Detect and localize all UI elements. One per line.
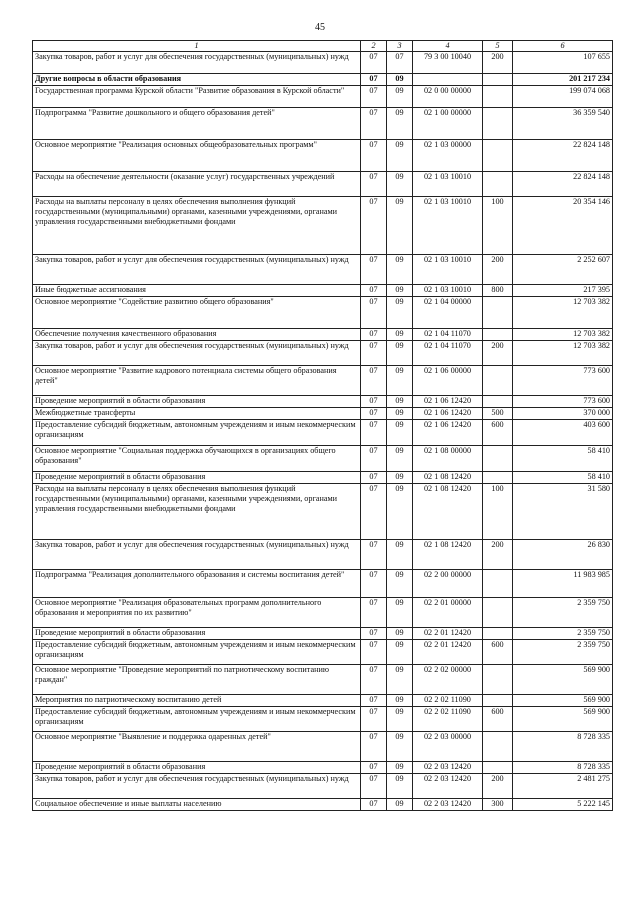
column-header: 6: [513, 41, 613, 52]
amount-cell: 20 354 146: [513, 197, 613, 255]
amount-cell: 22 824 148: [513, 140, 613, 172]
table-row: [33, 640, 613, 665]
table-header-row: [33, 41, 613, 52]
subsection-code-cell: 09: [387, 774, 413, 799]
amount-cell: 773 600: [513, 396, 613, 408]
table-row: [33, 420, 613, 446]
subsection-code-cell: 09: [387, 762, 413, 774]
section-code-cell: 07: [361, 366, 387, 396]
expense-type-cell: [483, 396, 513, 408]
target-article-cell: 02 1 03 10010: [413, 255, 483, 285]
amount-cell: 2 359 750: [513, 598, 613, 628]
section-code-cell: 07: [361, 540, 387, 570]
amount-cell: 11 983 985: [513, 570, 613, 598]
row-name-cell: Предоставление субсидий бюджетным, автономным учреждениям и иным некоммерческим организациям: [33, 707, 361, 732]
target-article-cell: 02 1 00 00000: [413, 108, 483, 140]
row-name-cell: Основное мероприятие "Реализация образовательных программ дополнительного образования и мероприятия по их развитию": [33, 598, 361, 628]
section-code-cell: 07: [361, 108, 387, 140]
expense-type-cell: 100: [483, 484, 513, 540]
expense-type-cell: [483, 598, 513, 628]
table-row: [33, 285, 613, 297]
section-code-cell: 07: [361, 86, 387, 108]
table-row: [33, 628, 613, 640]
section-code-cell: 07: [361, 396, 387, 408]
target-article-cell: 02 2 02 11090: [413, 707, 483, 732]
subsection-code-cell: 09: [387, 86, 413, 108]
section-code-cell: 07: [361, 695, 387, 707]
expense-type-cell: [483, 329, 513, 341]
section-code-cell: 07: [361, 420, 387, 446]
row-name-cell: Расходы на выплаты персоналу в целях обеспечения выполнения функций государственными (муниципальными) органами, казенными учреждениями, органами управления государственными внебюджетными фондами: [33, 197, 361, 255]
target-article-cell: 79 3 00 10040: [413, 52, 483, 74]
table-row: [33, 197, 613, 255]
target-article-cell: 02 1 06 12420: [413, 408, 483, 420]
amount-cell: 31 580: [513, 484, 613, 540]
section-code-cell: 07: [361, 570, 387, 598]
target-article-cell: 02 1 06 12420: [413, 396, 483, 408]
table-row: [33, 52, 613, 74]
subsection-code-cell: 09: [387, 172, 413, 197]
amount-cell: 2 359 750: [513, 628, 613, 640]
subsection-code-cell: 09: [387, 341, 413, 366]
table-row: [33, 86, 613, 108]
table-row: [33, 484, 613, 540]
row-name-cell: Иные бюджетные ассигнования: [33, 285, 361, 297]
table-row: [33, 108, 613, 140]
amount-cell: 58 410: [513, 446, 613, 472]
row-name-cell: Проведение мероприятий в области образования: [33, 472, 361, 484]
section-code-cell: 07: [361, 74, 387, 86]
section-code-cell: 07: [361, 799, 387, 811]
row-name-cell: Проведение мероприятий в области образования: [33, 628, 361, 640]
row-name-cell: Мероприятия по патриотическому воспитанию детей: [33, 695, 361, 707]
expense-type-cell: 600: [483, 420, 513, 446]
expense-type-cell: [483, 732, 513, 762]
section-code-cell: 07: [361, 341, 387, 366]
section-code-cell: 07: [361, 52, 387, 74]
amount-cell: 107 655: [513, 52, 613, 74]
amount-cell: 8 728 335: [513, 732, 613, 762]
section-code-cell: 07: [361, 197, 387, 255]
subsection-code-cell: 09: [387, 695, 413, 707]
amount-cell: 58 410: [513, 472, 613, 484]
amount-cell: 12 703 382: [513, 297, 613, 329]
subsection-code-cell: 09: [387, 799, 413, 811]
amount-cell: 8 728 335: [513, 762, 613, 774]
row-name-cell: Закупка товаров, работ и услуг для обеспечения государственных (муниципальных) нужд: [33, 341, 361, 366]
row-name-cell: Государственная программа Курской области "Развитие образования в Курской области": [33, 86, 361, 108]
expense-type-cell: [483, 140, 513, 172]
expense-type-cell: 200: [483, 774, 513, 799]
amount-cell: 569 900: [513, 695, 613, 707]
subsection-code-cell: 09: [387, 329, 413, 341]
amount-cell: 773 600: [513, 366, 613, 396]
subsection-code-cell: 09: [387, 598, 413, 628]
row-name-cell: Основное мероприятие "Развитие кадрового потенциала системы общего образования детей": [33, 366, 361, 396]
table-row: [33, 762, 613, 774]
section-code-cell: 07: [361, 172, 387, 197]
section-code-cell: 07: [361, 665, 387, 695]
expense-type-cell: [483, 172, 513, 197]
target-article-cell: [413, 74, 483, 86]
target-article-cell: 02 1 06 12420: [413, 420, 483, 446]
table-row: [33, 140, 613, 172]
target-article-cell: 02 1 04 11070: [413, 329, 483, 341]
row-name-cell: Проведение мероприятий в области образования: [33, 762, 361, 774]
row-name-cell: Закупка товаров, работ и услуг для обеспечения государственных (муниципальных) нужд: [33, 255, 361, 285]
target-article-cell: 02 2 03 00000: [413, 732, 483, 762]
subsection-code-cell: 09: [387, 396, 413, 408]
target-article-cell: 02 1 03 10010: [413, 197, 483, 255]
target-article-cell: 02 1 04 00000: [413, 297, 483, 329]
target-article-cell: 02 1 03 10010: [413, 285, 483, 297]
amount-cell: 2 359 750: [513, 640, 613, 665]
target-article-cell: 02 2 01 12420: [413, 640, 483, 665]
target-article-cell: 02 1 06 00000: [413, 366, 483, 396]
target-article-cell: 02 1 03 00000: [413, 140, 483, 172]
row-name-cell: Расходы на обеспечение деятельности (оказание услуг) государственных учреждений: [33, 172, 361, 197]
row-name-cell: Проведение мероприятий в области образования: [33, 396, 361, 408]
section-code-cell: 07: [361, 774, 387, 799]
section-code-cell: 07: [361, 329, 387, 341]
subsection-code-cell: 09: [387, 628, 413, 640]
row-name-cell: Закупка товаров, работ и услуг для обеспечения государственных (муниципальных) нужд: [33, 540, 361, 570]
amount-cell: 403 600: [513, 420, 613, 446]
amount-cell: 22 824 148: [513, 172, 613, 197]
section-code-cell: 07: [361, 762, 387, 774]
target-article-cell: 02 2 03 12420: [413, 762, 483, 774]
section-code-cell: 07: [361, 255, 387, 285]
subsection-code-cell: 09: [387, 255, 413, 285]
expense-type-cell: [483, 762, 513, 774]
table-row: [33, 329, 613, 341]
subsection-code-cell: 09: [387, 665, 413, 695]
row-name-cell: Социальное обеспечение и иные выплаты населению: [33, 799, 361, 811]
subsection-code-cell: 09: [387, 484, 413, 540]
amount-cell: 36 359 540: [513, 108, 613, 140]
column-header: 4: [413, 41, 483, 52]
amount-cell: 12 703 382: [513, 341, 613, 366]
row-name-cell: Обеспечение получения качественного образования: [33, 329, 361, 341]
table-row: [33, 255, 613, 285]
subsection-code-cell: 09: [387, 472, 413, 484]
subsection-code-cell: 09: [387, 366, 413, 396]
column-header: 5: [483, 41, 513, 52]
subsection-code-cell: 09: [387, 297, 413, 329]
section-code-cell: 07: [361, 446, 387, 472]
column-header: 2: [361, 41, 387, 52]
section-code-cell: 07: [361, 472, 387, 484]
amount-cell: 2 481 275: [513, 774, 613, 799]
target-article-cell: 02 2 01 00000: [413, 598, 483, 628]
table-row: [33, 665, 613, 695]
expense-type-cell: 200: [483, 52, 513, 74]
expense-type-cell: [483, 297, 513, 329]
target-article-cell: 02 1 08 12420: [413, 472, 483, 484]
table-row: [33, 732, 613, 762]
table-row: [33, 341, 613, 366]
table-row: [33, 297, 613, 329]
expense-type-cell: [483, 86, 513, 108]
section-code-cell: 07: [361, 628, 387, 640]
table-row: [33, 408, 613, 420]
expense-type-cell: 200: [483, 255, 513, 285]
row-name-cell: Подпрограмма "Реализация дополнительного образования и системы воспитания детей": [33, 570, 361, 598]
amount-cell: 2 252 607: [513, 255, 613, 285]
section-code-cell: 07: [361, 640, 387, 665]
budget-table: [32, 40, 613, 811]
expense-type-cell: [483, 472, 513, 484]
section-code-cell: 07: [361, 297, 387, 329]
row-name-cell: Межбюджетные трансферты: [33, 408, 361, 420]
amount-cell: 26 830: [513, 540, 613, 570]
row-name-cell: Предоставление субсидий бюджетным, автономным учреждениям и иным некоммерческим организациям: [33, 420, 361, 446]
row-name-cell: Основное мероприятие "Проведение мероприятий по патриотическому воспитанию граждан": [33, 665, 361, 695]
amount-cell: 5 222 145: [513, 799, 613, 811]
row-name-cell: Закупка товаров, работ и услуг для обеспечения государственных (муниципальных) нужд: [33, 52, 361, 74]
expense-type-cell: [483, 570, 513, 598]
target-article-cell: 02 1 08 12420: [413, 484, 483, 540]
row-name-cell: Закупка товаров, работ и услуг для обеспечения государственных (муниципальных) нужд: [33, 774, 361, 799]
section-code-cell: 07: [361, 285, 387, 297]
amount-cell: 217 395: [513, 285, 613, 297]
amount-cell: 199 074 068: [513, 86, 613, 108]
table-row: [33, 695, 613, 707]
expense-type-cell: [483, 665, 513, 695]
section-code-cell: 07: [361, 707, 387, 732]
section-code-cell: 07: [361, 140, 387, 172]
expense-type-cell: 600: [483, 640, 513, 665]
section-code-cell: 07: [361, 598, 387, 628]
expense-type-cell: [483, 446, 513, 472]
target-article-cell: 02 1 08 12420: [413, 540, 483, 570]
subsection-code-cell: 09: [387, 707, 413, 732]
table-row: [33, 799, 613, 811]
expense-type-cell: 800: [483, 285, 513, 297]
row-name-cell: Предоставление субсидий бюджетным, автономным учреждениям и иным некоммерческим организациям: [33, 640, 361, 665]
amount-cell: 201 217 234: [513, 74, 613, 86]
subsection-code-cell: 09: [387, 570, 413, 598]
expense-type-cell: 600: [483, 707, 513, 732]
table-row: [33, 540, 613, 570]
subsection-code-cell: 09: [387, 640, 413, 665]
subsection-code-cell: 07: [387, 52, 413, 74]
expense-type-cell: [483, 74, 513, 86]
table-row: [33, 74, 613, 86]
table-row: [33, 172, 613, 197]
subsection-code-cell: 09: [387, 108, 413, 140]
amount-cell: 569 900: [513, 665, 613, 695]
section-code-cell: 07: [361, 732, 387, 762]
row-name-cell: Подпрограмма "Развитие дошкольного и общего образования детей": [33, 108, 361, 140]
expense-type-cell: [483, 695, 513, 707]
row-name-cell: Другие вопросы в области образования: [33, 74, 361, 86]
row-name-cell: Расходы на выплаты персоналу в целях обеспечения выполнения функций государственными (муниципальными) органами, казенными учреждениями, органами управления государственными внебюджетными фондами: [33, 484, 361, 540]
target-article-cell: 02 2 02 00000: [413, 665, 483, 695]
subsection-code-cell: 09: [387, 540, 413, 570]
table-row: [33, 707, 613, 732]
expense-type-cell: [483, 366, 513, 396]
subsection-code-cell: 09: [387, 420, 413, 446]
table-row: [33, 472, 613, 484]
table-row: [33, 774, 613, 799]
expense-type-cell: 100: [483, 197, 513, 255]
expense-type-cell: 300: [483, 799, 513, 811]
row-name-cell: Основное мероприятие "Социальная поддержка обучающихся в организациях общего образования": [33, 446, 361, 472]
row-name-cell: Основное мероприятие "Содействие развитию общего образования": [33, 297, 361, 329]
target-article-cell: 02 1 08 00000: [413, 446, 483, 472]
column-header: 3: [387, 41, 413, 52]
page-number: 45: [315, 22, 325, 33]
section-code-cell: 07: [361, 408, 387, 420]
subsection-code-cell: 09: [387, 732, 413, 762]
amount-cell: 12 703 382: [513, 329, 613, 341]
subsection-code-cell: 09: [387, 74, 413, 86]
subsection-code-cell: 09: [387, 408, 413, 420]
target-article-cell: 02 1 03 10010: [413, 172, 483, 197]
expense-type-cell: 200: [483, 341, 513, 366]
expense-type-cell: [483, 628, 513, 640]
target-article-cell: 02 2 00 00000: [413, 570, 483, 598]
amount-cell: 370 000: [513, 408, 613, 420]
subsection-code-cell: 09: [387, 285, 413, 297]
target-article-cell: 02 2 03 12420: [413, 774, 483, 799]
section-code-cell: 07: [361, 484, 387, 540]
row-name-cell: Основное мероприятие "Реализация основных общеобразовательных программ": [33, 140, 361, 172]
table-row: [33, 366, 613, 396]
table-row: [33, 570, 613, 598]
expense-type-cell: [483, 108, 513, 140]
row-name-cell: Основное мероприятие "Выявление и поддержка одаренных детей": [33, 732, 361, 762]
subsection-code-cell: 09: [387, 197, 413, 255]
target-article-cell: 02 2 01 12420: [413, 628, 483, 640]
table-row: [33, 598, 613, 628]
target-article-cell: 02 2 03 12420: [413, 799, 483, 811]
amount-cell: 569 900: [513, 707, 613, 732]
column-header: 1: [33, 41, 361, 52]
table-row: [33, 446, 613, 472]
expense-type-cell: 500: [483, 408, 513, 420]
table-body: [33, 52, 613, 811]
expense-type-cell: 200: [483, 540, 513, 570]
target-article-cell: 02 0 00 00000: [413, 86, 483, 108]
target-article-cell: 02 2 02 11090: [413, 695, 483, 707]
table-row: [33, 396, 613, 408]
target-article-cell: 02 1 04 11070: [413, 341, 483, 366]
subsection-code-cell: 09: [387, 140, 413, 172]
subsection-code-cell: 09: [387, 446, 413, 472]
